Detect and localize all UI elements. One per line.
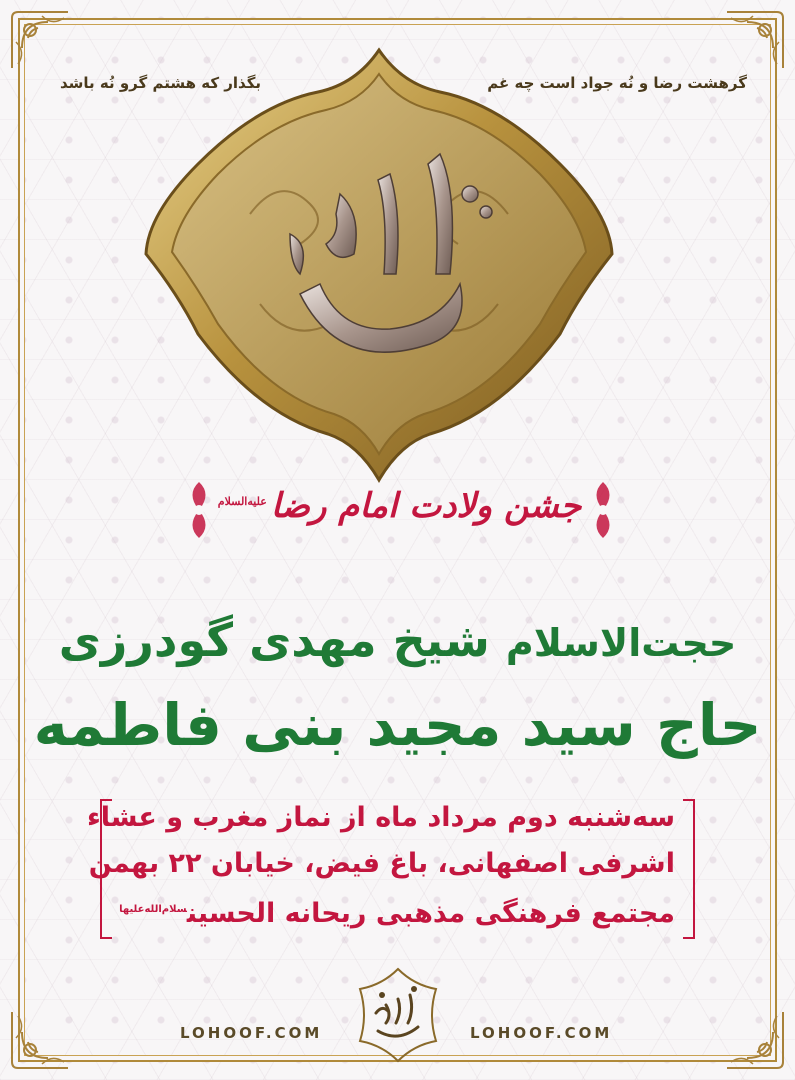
- top-verse-right: گرهشت رضا و نُه جواد است چه غم: [487, 74, 747, 92]
- event-title: [0, 486, 795, 526]
- event-venue-honorific: سلام‌الله‌علیها: [119, 904, 187, 915]
- corner-ornament: [723, 1008, 787, 1072]
- bracket-right: [683, 799, 695, 939]
- speaker-1-name: شیخ مهدی گودرزی: [58, 613, 490, 667]
- reyhaneh-logo: [348, 965, 448, 1065]
- event-details: [86, 795, 675, 945]
- bracket-left: [100, 799, 112, 939]
- event-venue-name: مجتمع فرهنگی مذهبی ریحانه الحسین: [186, 898, 675, 929]
- top-verse-left: بگذار که هشتم گرو نُه باشد: [60, 74, 262, 92]
- footer-site-right: LOHOOF.COM: [470, 1024, 613, 1042]
- event-venue: [120, 887, 675, 937]
- speaker-1-prefix: حجت‌الاسلام: [505, 621, 737, 665]
- event-title-main: جشن ولادت امام رضا: [270, 486, 582, 526]
- footer-site-left: LOHOOF.COM: [180, 1024, 323, 1042]
- event-address: اشرفی اصفهانی، باغ فیض، خیابان ۲۲ بهمن: [88, 848, 675, 879]
- corner-ornament: [723, 8, 787, 72]
- speaker-1: [0, 610, 795, 673]
- corner-ornament: [8, 8, 72, 72]
- event-title-honorific: علیه‌السلام: [217, 494, 267, 508]
- corner-ornament: [8, 1008, 72, 1072]
- event-time: سه‌شنبه دوم مرداد ماه از نماز مغرب و عشاء: [86, 802, 675, 833]
- calligraphy-emblem: [140, 44, 618, 484]
- speaker-2: حاج سید مجید بنی فاطمه: [33, 691, 762, 759]
